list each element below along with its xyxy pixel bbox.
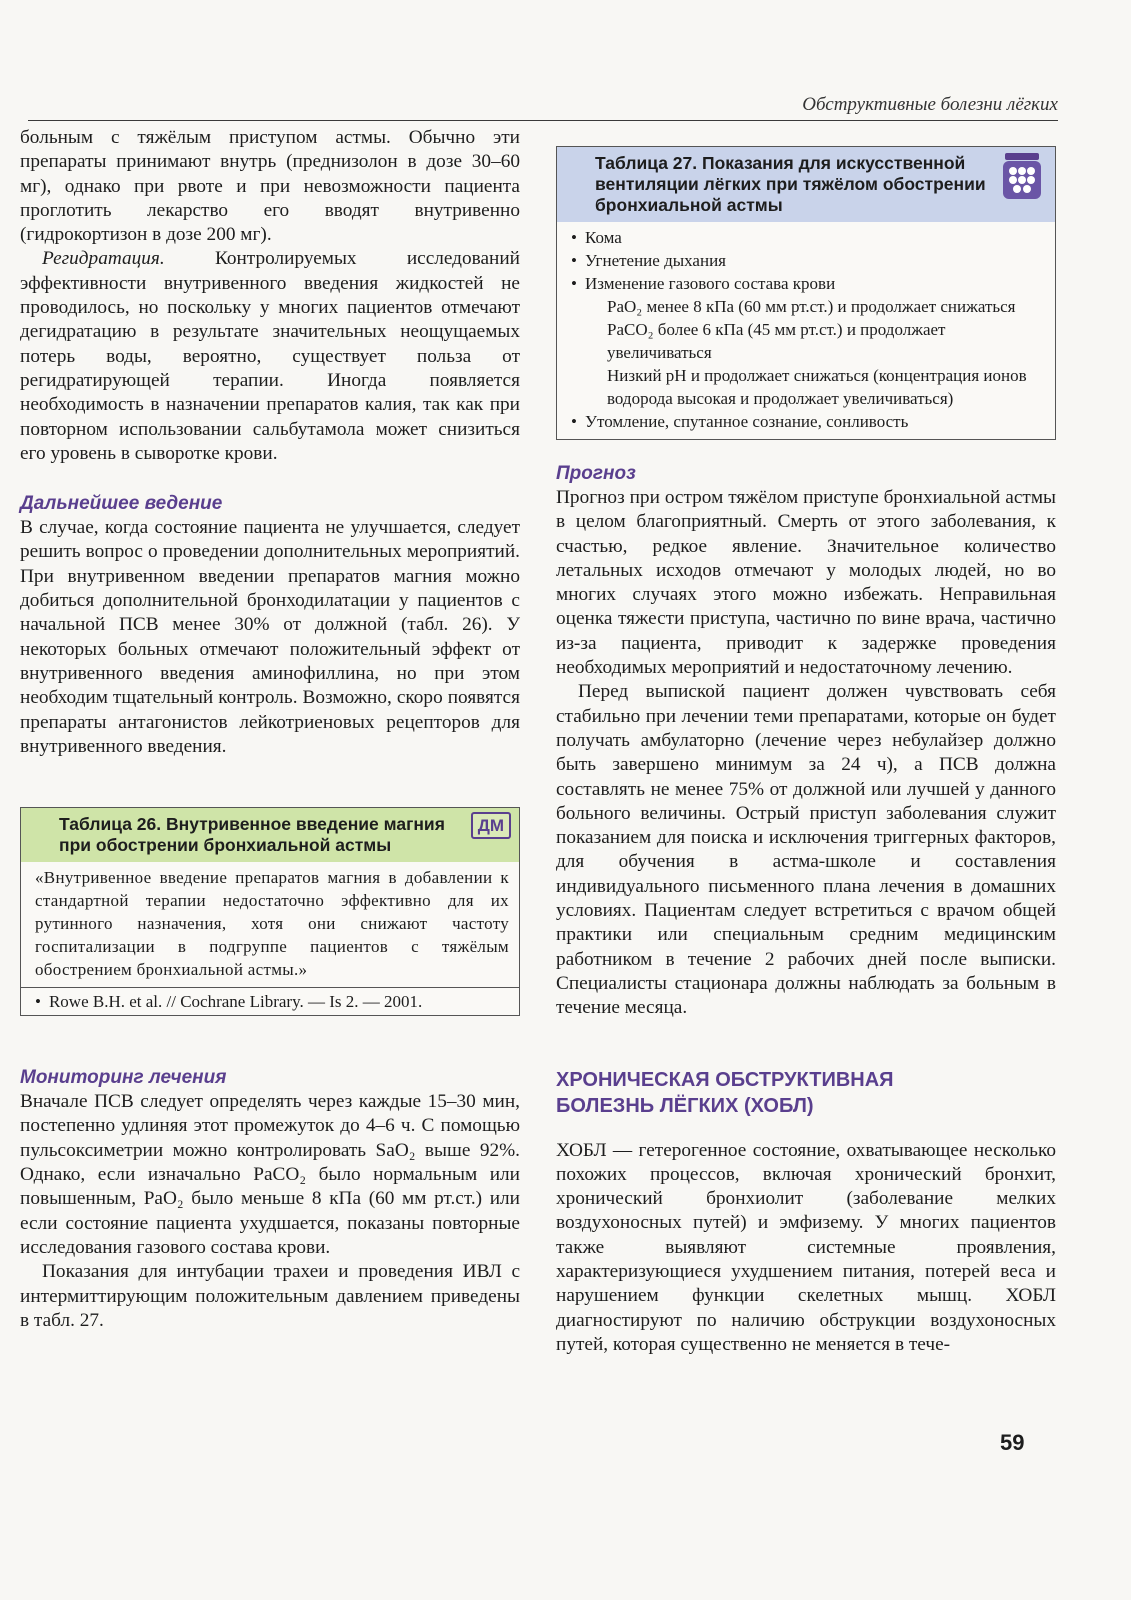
running-head: Обструктивные болезни лёгких [28, 94, 1058, 121]
list-item: • Изменение газового состава крови [571, 272, 1045, 295]
rehydration-paragraph [20, 247, 520, 466]
discharge-paragraph: Перед выпиской пациент должен чувствовать себя стабильно при лечении теми препаратами, которые он будет получать амбулаторно (лечение через небулайзер должно быть завершено минимум за 24 ч), а ПСВ должна составлять не менее 75% от должной или лучшей у данного больного величины. Острый приступ заболевания служит показанием для поиска и исключения триггерных факторов, для обучения в астма-школе и составления индивидуального письменного плана лечения в домашних условиях. Пациентам следует встретиться с врачом общей практики или специальным средним медицинским работником в течение 2 рабочих дней после выписки. Специалисты стационара должны наблюдать за больным в течение месяца. [556, 681, 1056, 1019]
left-column [20, 126, 520, 1333]
table-27-title [557, 147, 1055, 222]
rehydration-term: Регидратация. [42, 248, 165, 270]
right-column [556, 146, 1056, 1357]
copd-paragraph: ХОБЛ — гетерогенное состояние, охватывающее несколько похожих процессов, включая хронический бронхит, хронический бронхиолит (заболевание мелких воздухоносных путей) и эмфизему. У многих пациентов также выявляют системные проявления, характеризующиеся ухудшением питания, потерей веса и нарушением функции скелетных мышц. ХОБЛ диагностируют по наличию обструкции воздухоносных путей, которая существенно не меняется в тече- [556, 1139, 1056, 1355]
rehydration-text: Контролируемых исследований эффективности внутривенного введения жидкостей не проводилось, но поскольку у многих пациентов отмечают дегидратацию в результате значительных неощущаемых потерь воды, вероятно, существует польза от регидратирующей терапии. Иногда появляется необходимость в назначении препаратов калия, так как при повторном использовании сальбутамола может снизиться его уровень в сыворотке крови. [20, 248, 520, 464]
list-item: • Утомление, спутанное сознание, сонливость [571, 410, 1045, 433]
table-27-title-text: Таблица 27. Показания для искусственной вентиляции лёгких при тяжёлом обострении бронхиальной астмы [595, 153, 986, 215]
list-item: • Угнетение дыхания [571, 249, 1045, 272]
further-management-paragraph: В случае, когда состояние пациента не улучшается, следует решить вопрос о проведении дополнительных мероприятий. При внутривенном введении препаратов магния можно добиться дополнительной бронходилатации у пациентов с начальной ПСВ менее 30% от должной (табл. 26). У некоторых больных отмечают положительный эффект от внутривенного введения аминофиллина, но при этом необходим тщательный контроль. Возможно, скоро появятся препараты антагонистов лейкотриеновых рецепторов для внутривенного введения. [20, 517, 520, 757]
table-26-title-text: Таблица 26. Внутривенное введение магния при обострении бронхиальной астмы [59, 814, 445, 856]
pill-jar-icon [999, 151, 1045, 201]
list-subitem: PaCO₂ более 6 кПа (45 мм рт.ст.) и продолжает увеличиваться [607, 320, 946, 362]
table-27 [556, 146, 1056, 440]
monitoring-paragraph: Вначале ПСВ следует определять через каждые 15–30 мин, постепенно удлиняя этот промежуток до 4–6 ч. С помощью пульсоксиметрии можно контролировать SaO₂ выше 92%. Однако, если изначально PaCO₂ было нормальным или повышенным, PaO₂ было меньше 8 кПа (60 мм рт.ст.) или если состояние пациента ухудшается, показаны повторные исследования газового состава крови. [20, 1091, 520, 1258]
table-26-source: • Rowe B.H. et al. // Cochrane Library. — Is 2. — 2001. [21, 987, 519, 1015]
table-26-quote: «Внутривенное введение препаратов магния в добавлении к стандартной терапии недостаточно эффективно для их рутинного назначения, хотя они снижают частоту госпитализации в подгруппе пациентов с тяжёлым обострением бронхиальной астмы.» [35, 868, 509, 980]
further-management-heading: Дальнейшее ведение [20, 493, 223, 515]
prognosis-heading: Прогноз [556, 463, 636, 484]
intro-paragraph: больным с тяжёлым приступом астмы. Обычно эти препараты принимают внутрь (преднизолон в дозе 30–60 мг), однако при рвоте и при невозможности пациента проглотить лекарство его вводят внутривенно (гидрокортизон в дозе 200 мг). [20, 127, 520, 246]
list-item: • Кома [571, 226, 1045, 249]
copd-heading-line2: БОЛЕЗНЬ ЛЁГКИХ (ХОБЛ) [556, 1094, 814, 1117]
monitoring-heading: Мониторинг лечения [20, 1067, 227, 1089]
copd-heading-line1: ХРОНИЧЕСКАЯ ОБСТРУКТИВНАЯ [556, 1068, 894, 1091]
page-number: 59 [1000, 1430, 1025, 1455]
intubation-paragraph: Показания для интубации трахеи и проведения ИВЛ с интермиттирующим положительным давлением приведены в табл. 27. [20, 1261, 520, 1331]
copd-heading [556, 1067, 1056, 1119]
table-27-body [557, 222, 1055, 439]
table-26-title [21, 808, 519, 862]
prognosis-paragraph: Прогноз при остром тяжёлом приступе бронхиальной астмы в целом благоприятный. Смерть от этого заболевания, к счастью, редкое явление. Значительное количество летальных исходов отмечают у молодых людей, но во многих случаях этого можно избежать. Неправильная оценка тяжести приступа, частично по вине врача, частично из-за пациента, приводит к задержке проведения необходимых мероприятий и недостаточному лечению. [556, 487, 1056, 679]
list-subitem: Низкий pH и продолжает снижаться (концентрация ионов водорода высокая и продолжает увеличиваться) [607, 366, 1027, 408]
table-26 [20, 807, 520, 1016]
evidence-badge: ДМ [471, 812, 511, 839]
list-subitem: PaO₂ менее 8 кПа (60 мм рт.ст.) и продолжает снижаться [607, 297, 1016, 316]
